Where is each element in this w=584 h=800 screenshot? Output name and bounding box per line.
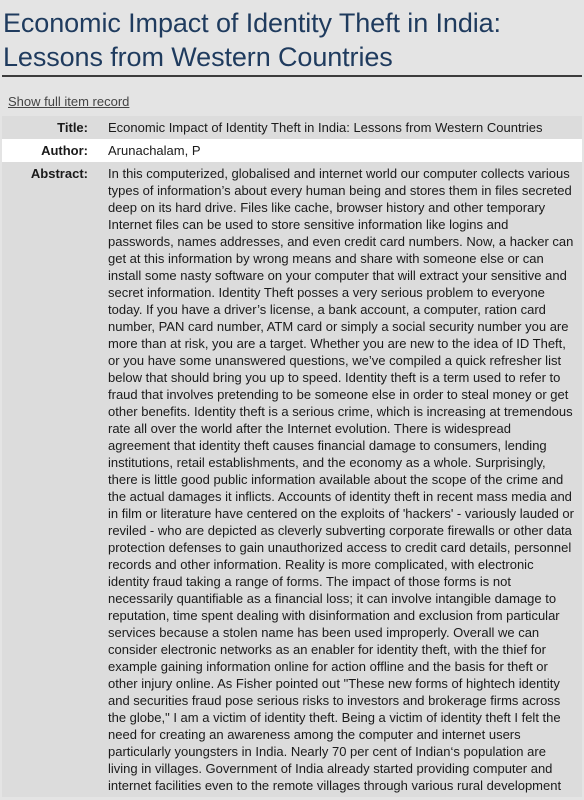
- abstract-label: Abstract:: [30, 166, 88, 181]
- page-title: Economic Impact of Identity Theft in India: Lessons from Western Countries: [3, 8, 501, 72]
- show-full-record-link[interactable]: Show full item record: [8, 94, 130, 109]
- metadata-row-abstract: [2, 162, 582, 797]
- metadata-row-author: [2, 139, 582, 162]
- title-value: Economic Impact of Identity Theft in India: Lessons from Western Countries: [108, 120, 543, 135]
- abstract-value: In this computerized, globalised and internet world our computer collects various types of information’s about every human being and stores them in files secreted deep on its hard drive. Files like cache, browser history and other temporary Internet files can be used to store sensitive information like logins and passwords, names addresses, and even credit card numbers. Now, a hacker can get at this information by wrong means and share with someone else or can install some nasty software on your computer that will extract your sensitive and secret information. Identity Theft posses a very serious problem to everyone today. If you have a driver’s license, a bank account, a computer, ration card number, PAN card number, ATM card or simply a social security number you are more than at risk, you are a target. Whether you are new to the idea of ID Theft, or you have some unanswered questions, we’ve compiled a quick refresher list below that should bring you up to speed. Identity theft is a term used to refer to fraud that involves pretending to be someone else in order to steal money or get other benefits. Identity theft is a serious crime, which is increasing at tremendous rate all over the world after the Internet evolution. There is widespread agreement that identity theft causes financial damage to consumers, lending institutions, retail establishments, and the economy as a whole. Surprisingly, there is little good public information available about the scope of the crime and the actual damages it inflicts. Accounts of identity theft in recent mass media and in film or literature have centered on the exploits of 'hackers' - variously lauded or reviled - who are depicted as cleverly subverting corporate firewalls or other data protection defenses to gain unauthorized access to credit card details, personnel records and other information. Reality is more complicated, with electronic identity fraud taking a range of forms. The impact of those forms is not necessarily quantifiable as a financial loss; it can involve intangible damage to reputation, time spent dealing with disinformation and exclusion from particular services because a stolen name has been used improperly. Overall we can consider electronic networks as an enabler for identity theft, with the thief for example gaining information online for action offline and the basis for theft or other injury online. As Fisher pointed out "These new forms of hightech identity and securities fraud pose serious risks to investors and brokerage firms across the globe," I am a victim of identity theft. Being a victim of identity theft I felt the need for creating an awareness among the computer and internet users particularly youngsters in India. Nearly 70 per cent of Indian‘s population are living in villages. Government of India already started providing computer and internet facilities even to the remote villages through various rural development: [108, 166, 574, 793]
- metadata-row-title: [2, 116, 582, 139]
- author-label: Author:: [41, 143, 88, 158]
- item-metadata-table: [2, 116, 582, 797]
- author-value: Arunachalam, P: [108, 143, 201, 158]
- title-divider: [2, 75, 582, 77]
- title-label: Title:: [57, 120, 88, 135]
